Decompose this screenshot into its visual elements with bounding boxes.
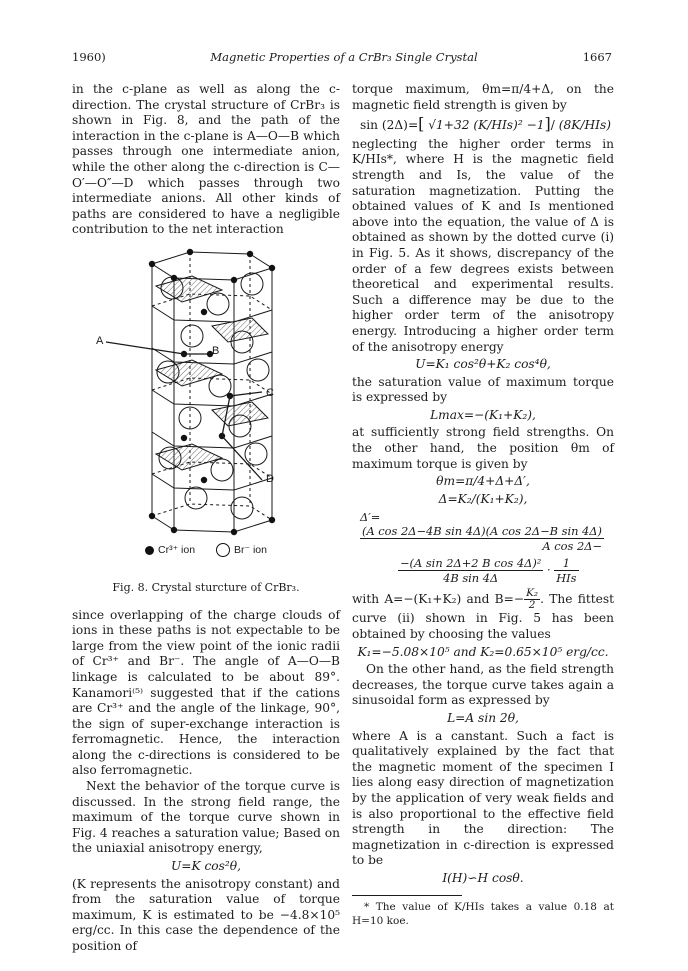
equation: Lmax=−(K₁+K₂), (430, 407, 536, 422)
equation: θm=π/4+Δ+Δ′, (436, 474, 530, 489)
equation: I(H)∽H cosθ. (442, 870, 524, 885)
paragraph: neglecting the higher order terms in K/HIs*, where H is the magnetic field strength and Is, the value of the saturation magnetization. Putting the obtained values of K and Is mentioned above into the equation, the value of Δ is obtained as shown by the dotted curve (i) in Fig. 5. As it shows, discrepancy of the order of a few degrees exists between theoretical and experimental results. Such a difference may be due to the higher order term of the anisotropy energy. Introducing a higher order term of the anisotropy energy (352, 136, 614, 354)
crystal-structure-diagram (72, 246, 340, 536)
legend-cr: Cr³⁺ ion (158, 543, 196, 556)
para5-b: . The fittest curve (ii) shown in Fig. 5 has been obtained by choosing the values (352, 592, 614, 642)
paragraph: at sufficiently strong field strengths. On the other hand, the position θm of maximum torque is given by (352, 425, 614, 471)
label-d: D (266, 472, 274, 485)
cr-ion-icon (145, 546, 154, 555)
label-c: C (266, 386, 274, 399)
paragraph: since overlapping of the charge clouds of ions in these paths is not expectable to be large from the view point of the ionic radii of Cr³⁺ and Br⁻. The angle of A—O—B linkage is calculated to be about 89°. Kanamori⁽⁵⁾ suggested that if the cations are Cr³⁺ and the angle of the linkage, 90°, the sign of super-exchange interaction is ferromagnetic. Hence, the interaction along the c-directions is considered to be also ferromagnetic. (72, 607, 340, 778)
b-fraction (524, 588, 540, 611)
footnote-rule (352, 895, 462, 896)
equation: K₁=−5.08×10⁵ and K₂=0.65×10⁵ erg/cc. (357, 644, 609, 659)
crystal-structure-figure (72, 246, 340, 566)
b-frac-den: 2 (528, 599, 536, 612)
paragraph: Next the behavior of the torque curve is discussed. In the strong field range, the maximum of the torque curve shown in Fig. 4 reaches a saturation value; Based on the uniaxial anisotropy energy, (72, 779, 340, 856)
eq-dprime-den2: 4B sin 4Δ (443, 571, 499, 586)
equation: U=K₁ cos²θ+K₂ cos⁴θ, (415, 357, 551, 372)
equation: L=A sin 2θ, (447, 711, 519, 725)
eq-dprime-lhs: Δ′= (360, 510, 381, 525)
paragraph: the saturation value of maximum torque is expressed by (352, 374, 614, 405)
equation-delta-prime (352, 510, 614, 553)
paragraph: torque maximum, θm=π/4+Δ, on the magnetic field strength is given by (352, 82, 614, 112)
header-page-number: 1667 (582, 50, 612, 64)
eq-dprime-den3: HIs (556, 571, 577, 586)
para5-a: with A=−(K₁+K₂) and B=− (352, 592, 525, 607)
eq-dprime-num3: 1 (554, 556, 578, 571)
eq-sin-lhs: sin (2Δ)= (360, 118, 419, 133)
label-b: B (212, 344, 220, 357)
paragraph: where A is a canstant. Such a fact is qualitatively explained by the fact that the magnetic moment of the specimen I lies along easy direction of magnetization by the application of very weak fields and is also proportional to the effective field strength in the direction: The magnetization in c-direction is expressed to be (352, 728, 614, 868)
eq-dprime-den: A cos 2Δ− (542, 539, 602, 554)
eq-sin-rhs: (8K/HIs) (558, 118, 611, 133)
eq-dprime-num: (A cos 2Δ−4B sin 4Δ)(A cos 2Δ−B sin 4Δ) (362, 524, 602, 539)
eq-dprime-frac3 (554, 556, 578, 585)
header-title: Magnetic Properties of a CrBr₃ Single Crystal (210, 50, 478, 64)
paragraph: in the c-plane as well as along the c-direction. The crystal structure of CrBr₃ is shown in Fig. 8, and the path of the interaction in the c-plane is A—O—B which passes through one intermediate anion, while the other along the c-direction is C—O′—O″—D which passes through two intermediate anions. All other kinds of paths are considered to have a negligible contribution to the net interaction (72, 82, 340, 237)
right-column (352, 82, 614, 928)
equation: Δ=K₂/(K₁+K₂), (438, 491, 528, 506)
eq-dprime-frac (360, 524, 604, 553)
equation-delta-prime-2 (352, 556, 614, 585)
paragraph: (K represents the anisotropy constant) and from the saturation value of torque maximum, K is estimated to be −4.8×10⁵ erg/cc. In this case the dependence of the position of (72, 876, 340, 953)
eq-dprime-dot: · (546, 562, 551, 577)
eq-dprime-frac2 (398, 556, 543, 585)
figure-legend (72, 543, 340, 559)
eq-dprime-num2: −(A sin 2Δ+2 B cos 4Δ)² (400, 556, 542, 571)
left-column (72, 82, 340, 955)
paragraph: On the other hand, as the field strength decreases, the torque curve takes again a sinusoidal form as expressed by (352, 662, 614, 708)
label-a: A (96, 334, 104, 347)
header-year: 1960) (72, 50, 106, 64)
legend-br: Br⁻ ion (234, 543, 267, 556)
equation: U=K cos²θ, (171, 859, 241, 874)
eq-sin-root: √1+32 (K/HIs)² −1 (428, 118, 545, 133)
paragraph (352, 588, 614, 642)
b-frac-num: K₂ (526, 587, 539, 600)
br-ion-icon (216, 543, 230, 557)
footnote: * The value of K/HIs takes a value 0.18 at H=10 koe. (352, 900, 614, 927)
equation-sin: sin (2Δ)=[ √1+32 (K/HIs)² −1]/ (8K/HIs) (360, 114, 611, 134)
figure-caption: Fig. 8. Crystal sturcture of CrBr₃. (112, 580, 300, 594)
